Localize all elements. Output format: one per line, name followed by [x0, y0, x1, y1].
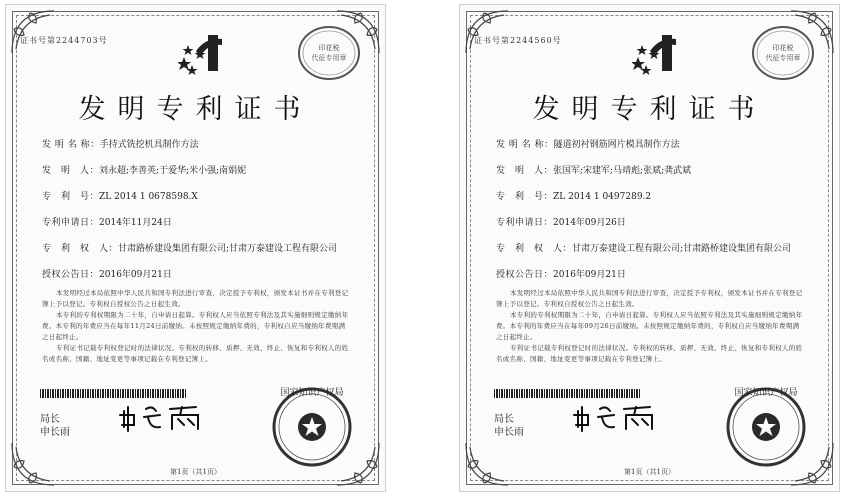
- invention-name-row: [496, 137, 680, 150]
- corner-ornament-icon: [10, 9, 56, 55]
- grant-date-label: 授权公告日：: [42, 270, 100, 280]
- certificate-title: 发明专利证书: [532, 94, 767, 125]
- director-title: 局长: [40, 414, 60, 425]
- svg-text:代征专用章: 代征专用章: [765, 54, 801, 62]
- inventors-label: 发 明 人：: [496, 166, 554, 176]
- patentee-row: [42, 241, 337, 254]
- invention-name-label: 发 明 名 称：: [42, 140, 100, 150]
- patent-number: ZL 2014 1 0678598.X: [99, 192, 198, 202]
- patentee-label: 专 利 权 人：: [496, 244, 573, 254]
- invention-name: 隧道初衬钢筋网片模具制作方法: [553, 140, 680, 150]
- top-seal-stamp-icon: [296, 23, 362, 83]
- inventors-row: [42, 163, 246, 176]
- signature-icon: [118, 403, 208, 433]
- patentee-label: 专 利 权 人：: [42, 244, 119, 254]
- director-name: 申长雨: [40, 427, 70, 438]
- patent-number: ZL 2014 1 0497289.2: [553, 192, 652, 202]
- patent-number-row: [496, 189, 651, 202]
- signature-icon: [572, 403, 662, 433]
- body-paragraph: 本发明经过本局依照中华人民共和国专利法进行审查，决定授予专利权，颁发本证书并在专利登记簿上予以登记。专利权自授权公告之日起生效。: [496, 289, 803, 308]
- patent-office-emblem-icon: [632, 31, 688, 77]
- page-number: 第1页（共1页）: [170, 468, 221, 476]
- patent-office-emblem-icon: [178, 31, 234, 77]
- barcode-icon: [494, 389, 640, 398]
- patent-certificate-right: [459, 4, 840, 492]
- grant-date-label: 授权公告日：: [496, 270, 554, 280]
- filing-date: 2014年09月26日: [553, 218, 626, 228]
- filing-date-row: [42, 215, 172, 228]
- certificate-title: 发明专利证书: [78, 94, 313, 125]
- director-title: 局长: [494, 414, 514, 425]
- svg-text:国家知识产权局: 国家知识产权局: [734, 388, 798, 398]
- corner-ornament-icon: [464, 441, 510, 487]
- filing-date-label: 专利申请日：: [42, 218, 100, 228]
- filing-date-label: 专利申请日：: [496, 218, 554, 228]
- grant-date-row: [496, 267, 626, 280]
- top-seal-stamp-icon: [750, 23, 816, 83]
- page-number: 第1页（共1页）: [624, 468, 675, 476]
- corner-ornament-icon: [10, 441, 56, 487]
- svg-text:代征专用章: 代征专用章: [311, 54, 347, 62]
- invention-name-row: [42, 137, 199, 150]
- inventors: 刘永超;李善英;于爱华;米小强;南娟妮: [99, 166, 247, 176]
- body-paragraph: 本发明经过本局依照中华人民共和国专利法进行审查，决定授予专利权，颁发本证书并在专利登记簿上予以登记。专利权自授权公告之日起生效。: [42, 289, 349, 308]
- patent-number-label: 专 利 号：: [496, 192, 554, 202]
- invention-name: 手持式铣挖机具制作方法: [99, 140, 199, 150]
- invention-name-label: 发 明 名 称：: [496, 140, 554, 150]
- official-seal-stamp-icon: [716, 381, 816, 467]
- body-paragraph: 本专利的专利权期限为二十年，自申请日起算。专利权人应当依照专利法及其实施细则规定缴纳年费。本专利的年费应当在每年11月24日前缴纳。未按照规定缴纳年费的，专利权自应当缴纳年费期满之日起终止。: [42, 311, 349, 341]
- svg-text:印花税: 印花税: [318, 44, 340, 52]
- body-paragraph: 本专利的专利权期限为二十年，自申请日起算。专利权人应当依照专利法及其实施细则规定缴纳年费。本专利的年费应当在每年09月26日前缴纳。未按照规定缴纳年费的，专利权自应当缴纳年费期满之日起终止。: [496, 311, 803, 341]
- patentees: 甘肃路桥建设集团有限公司;甘肃万泰建设工程有限公司: [118, 244, 338, 254]
- certificate-body-text: [496, 288, 806, 365]
- inventors-row: [496, 163, 691, 176]
- patentee-row: [496, 241, 791, 254]
- certificate-number: 证书号第2244703号: [20, 36, 108, 45]
- director-name: 申长雨: [494, 427, 524, 438]
- body-paragraph: 专利证书记载专利权登记时的法律状况。专利权的转移、质押、无效、终止、恢复和专利权人的姓名或名称、国籍、地址变更等事项记载在专利登记簿上。: [496, 344, 803, 363]
- patent-number-row: [42, 189, 198, 202]
- body-paragraph: 专利证书记载专利权登记时的法律状况。专利权的转移、质押、无效、终止、恢复和专利权人的姓名或名称、国籍、地址变更等事项记载在专利登记簿上。: [42, 344, 349, 363]
- svg-text:印花税: 印花税: [772, 44, 794, 52]
- svg-text:国家知识产权局: 国家知识产权局: [280, 388, 344, 398]
- inventors-label: 发 明 人：: [42, 166, 100, 176]
- official-seal-stamp-icon: [262, 381, 362, 467]
- barcode-icon: [40, 389, 186, 398]
- grant-date: 2016年09月21日: [553, 270, 626, 280]
- patentees: 甘肃万泰建设工程有限公司;甘肃路桥建设集团有限公司: [572, 244, 792, 254]
- corner-ornament-icon: [464, 9, 510, 55]
- inventors: 张国军;宋建军;马靖彪;张斌;龚武斌: [553, 166, 692, 176]
- patent-certificate-left: [5, 4, 386, 492]
- patent-number-label: 专 利 号：: [42, 192, 100, 202]
- certificate-number: 证书号第2244560号: [474, 36, 562, 45]
- filing-date: 2014年11月24日: [99, 218, 172, 228]
- grant-date: 2016年09月21日: [99, 270, 172, 280]
- filing-date-row: [496, 215, 626, 228]
- certificate-body-text: [42, 288, 352, 365]
- grant-date-row: [42, 267, 172, 280]
